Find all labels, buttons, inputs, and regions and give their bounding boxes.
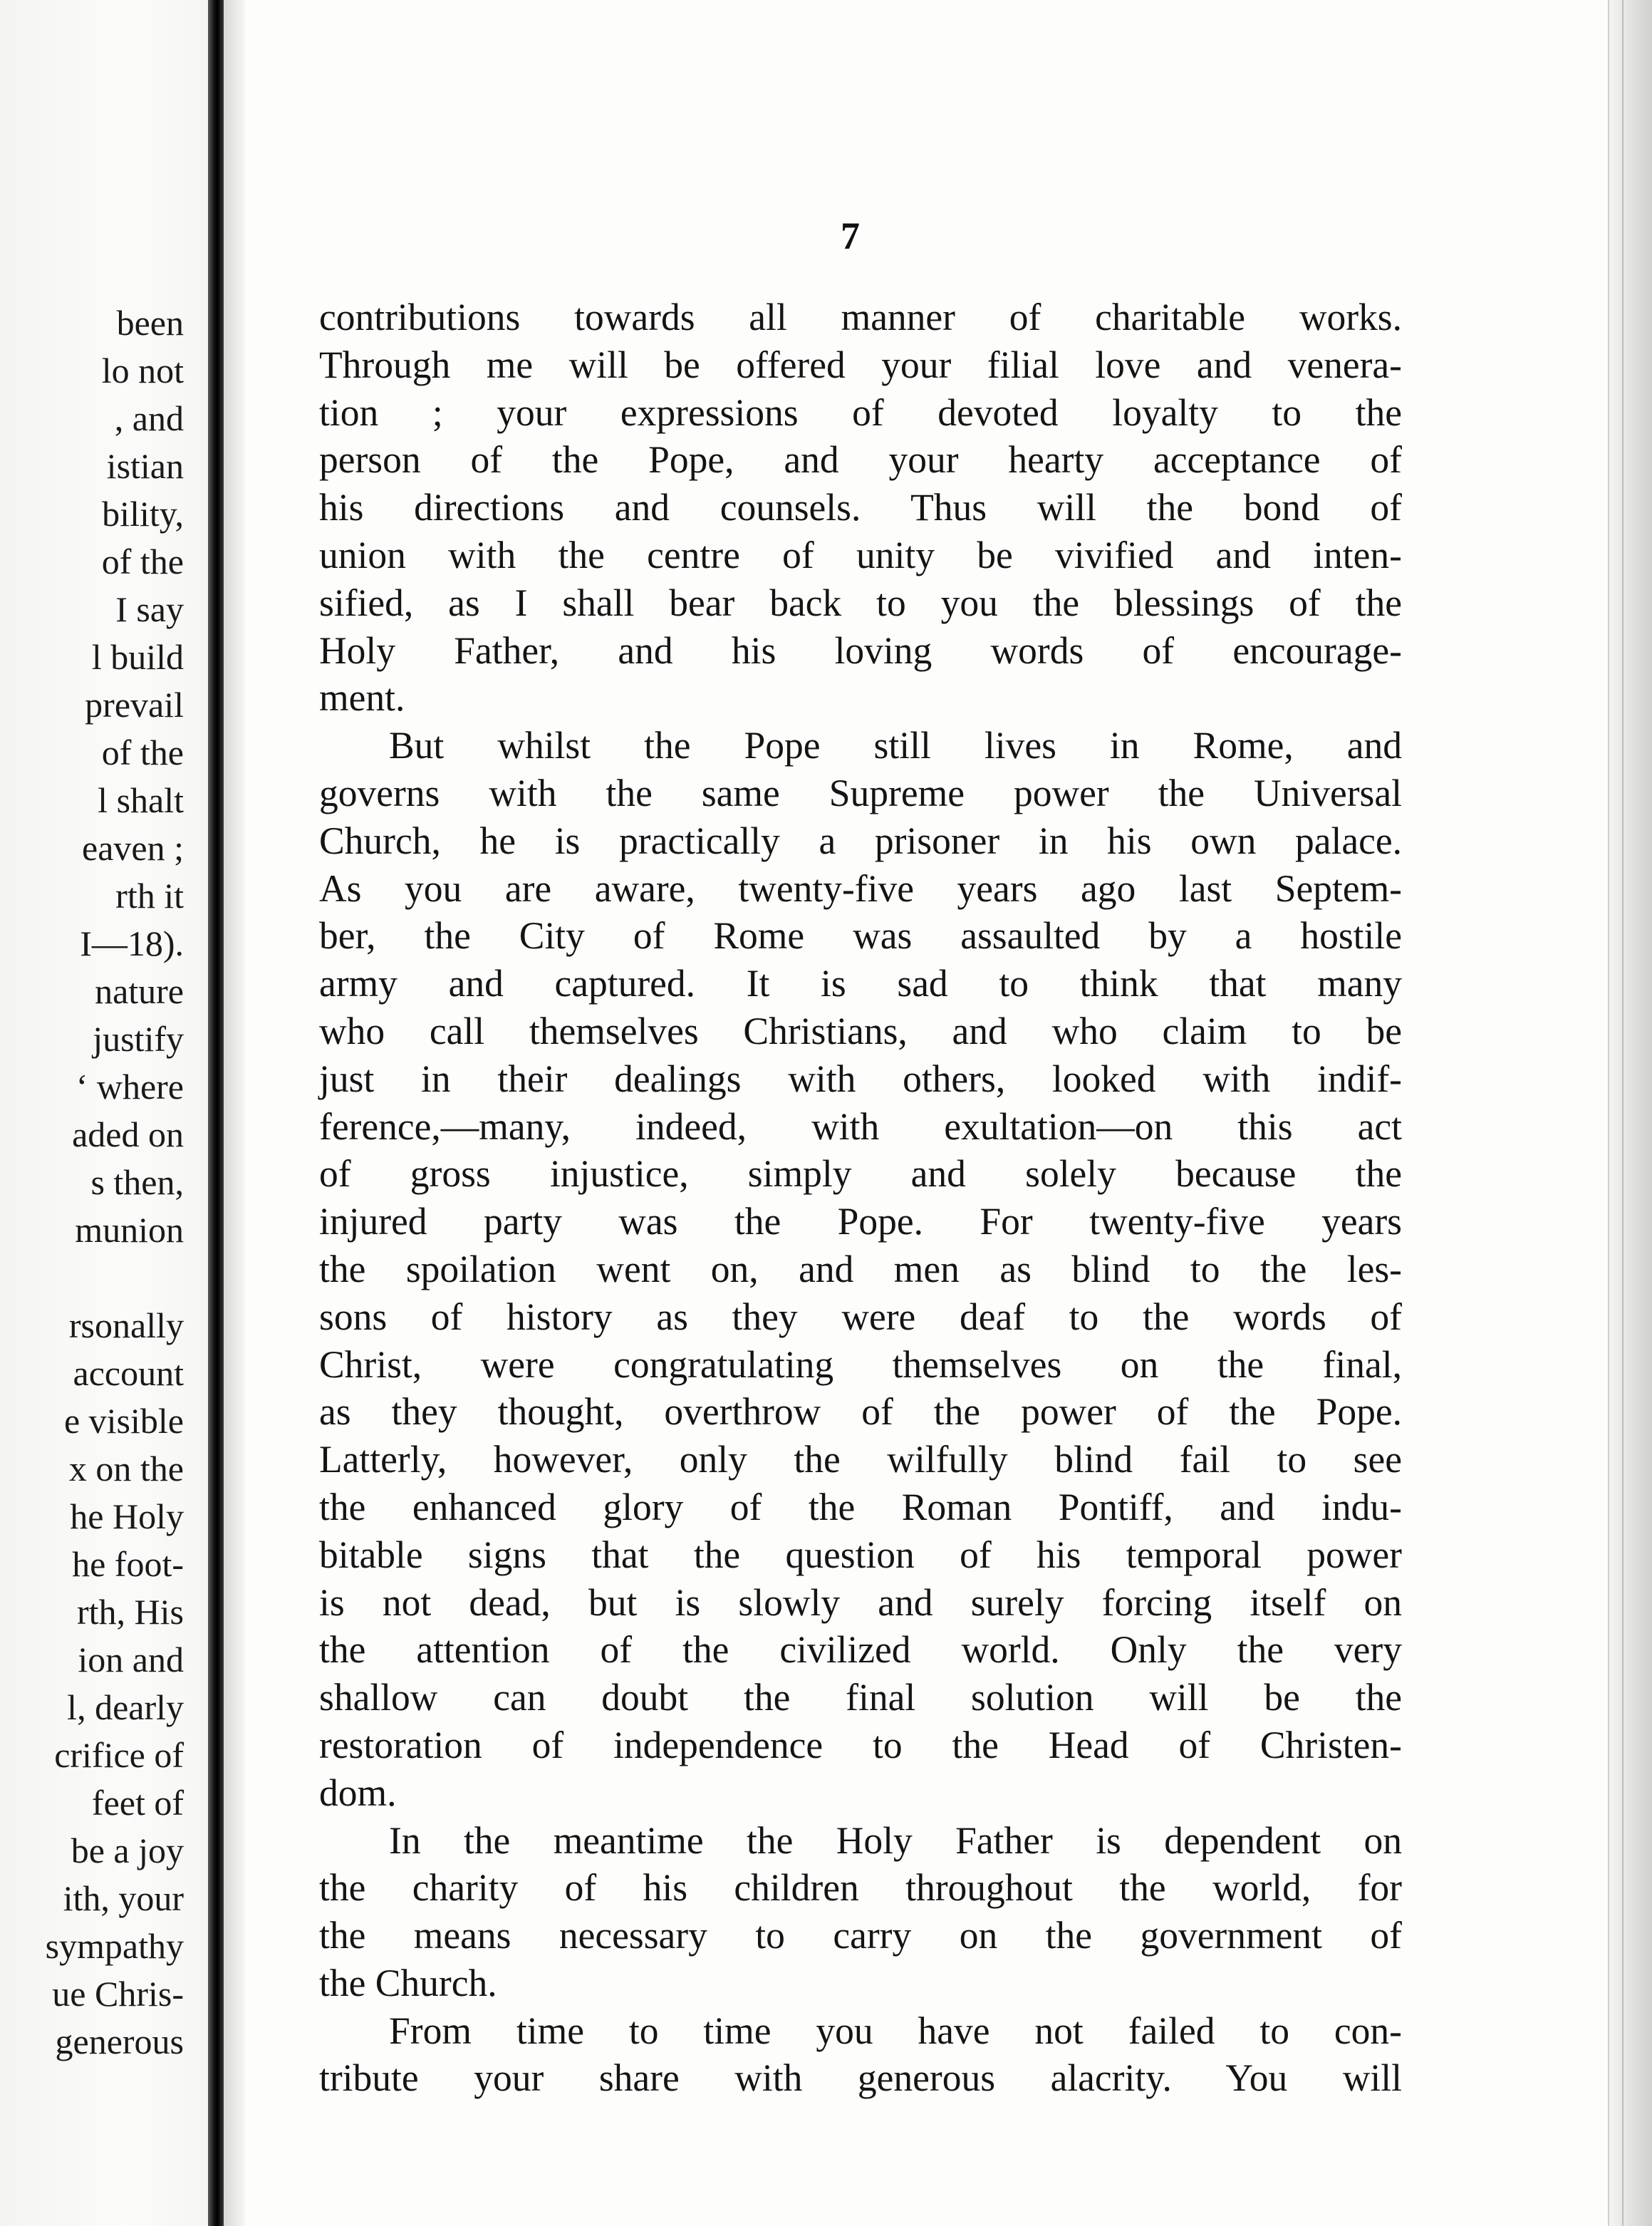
text-line: Christ, were congratulating themselves on the final, xyxy=(319,1342,1402,1386)
text-line: ference,—many, indeed, with exultation—on this act xyxy=(319,1104,1402,1148)
facing-page-line: justify xyxy=(93,1019,184,1059)
facing-page-line: sympathy xyxy=(45,1926,184,1966)
facing-page-line: l shalt xyxy=(98,780,184,820)
text-line: who call themselves Christians, and who claim to be xyxy=(319,1009,1402,1052)
facing-page-line: he foot- xyxy=(72,1544,184,1584)
text-line: ment. xyxy=(319,676,405,720)
facing-page-line: e visible xyxy=(63,1401,184,1441)
facing-page-line: prevail xyxy=(85,685,184,725)
text-line: army and captured. It is sad to think that many xyxy=(319,962,1402,1005)
text-line: Through me will be offered your filial love and venera- xyxy=(319,343,1402,386)
text-line: In the meantime the Holy Father is dependent on xyxy=(389,1818,1402,1862)
facing-page-line: eaven ; xyxy=(82,828,184,868)
facing-page-line: l, dearly xyxy=(67,1687,184,1727)
facing-page-line: lo not xyxy=(101,351,184,390)
text-line: sified, as I shall bear back to you the blessings of the xyxy=(319,581,1402,624)
facing-page-line: ith, your xyxy=(63,1878,184,1918)
facing-page-line: nature xyxy=(95,971,184,1011)
text-line: tribute your share with generous alacrity. You will xyxy=(319,2056,1402,2100)
facing-page-line: of the xyxy=(101,542,184,581)
text-line: sons of history as they were deaf to the words of xyxy=(319,1295,1402,1338)
facing-page-line: feet of xyxy=(91,1783,184,1823)
facing-page-line: generous xyxy=(55,2021,184,2061)
text-line: injured party was the Pope. For twenty-five years xyxy=(319,1200,1402,1243)
facing-page-line: l build xyxy=(91,637,184,677)
text-line: From time to time you have not failed to con- xyxy=(389,2009,1402,2052)
page-number: 7 xyxy=(841,214,860,257)
facing-page-text xyxy=(0,299,208,2066)
facing-page-line: bility, xyxy=(102,494,184,534)
book-gutter xyxy=(208,0,224,2226)
text-line: ber, the City of Rome was assaulted by a hostile xyxy=(319,914,1402,958)
text-line: union with the centre of unity be vivified and inten- xyxy=(319,533,1402,576)
facing-page-line: ue Chris- xyxy=(52,1974,184,2014)
text-line: as they thought, overthrow of the power of the Pope. xyxy=(319,1390,1402,1434)
facing-page-line: be a joy xyxy=(71,1831,184,1870)
facing-page-line: crifice of xyxy=(54,1735,184,1775)
text-line: the attention of the civilized world. Only the very xyxy=(319,1628,1402,1672)
facing-page-line: rth, His xyxy=(77,1592,184,1632)
text-line: governs with the same Supreme power the Universal xyxy=(319,771,1402,814)
text-line: But whilst the Pope still lives in Rome, and xyxy=(389,724,1402,767)
text-line: Latterly, however, only the wilfully blind fail to see xyxy=(319,1438,1402,1481)
text-line: the enhanced glory of the Roman Pontiff, and indu- xyxy=(319,1485,1402,1528)
facing-page-line: munion xyxy=(75,1210,184,1250)
facing-page-line: been xyxy=(116,303,184,343)
text-line: just in their dealings with others, looked with indif- xyxy=(319,1057,1402,1100)
text-line: his directions and counsels. Thus will the bond of xyxy=(319,486,1402,529)
facing-page xyxy=(0,0,208,2226)
facing-page-line: I say xyxy=(115,589,184,629)
page-body-text xyxy=(319,294,1402,2102)
text-line: As you are aware, twenty-five years ago last Septem- xyxy=(319,866,1402,910)
text-line: is not dead, but is slowly and surely forcing itself on xyxy=(319,1580,1402,1624)
facing-page-line: he Holy xyxy=(70,1496,184,1536)
facing-page-line: rsonally xyxy=(68,1305,184,1345)
text-line: contributions towards all manner of charitable works. xyxy=(319,296,1402,338)
facing-page-line xyxy=(0,1254,208,1302)
text-line: the means necessary to carry on the government of xyxy=(319,1914,1402,1957)
facing-page-line: rth it xyxy=(115,876,184,916)
text-line: bitable signs that the question of his temporal power xyxy=(319,1533,1402,1576)
text-line: person of the Pope, and your hearty acceptance of xyxy=(319,438,1402,482)
facing-page-line: ‘ where xyxy=(76,1067,184,1107)
facing-page-line: x on the xyxy=(68,1449,184,1489)
gutter-shadow xyxy=(224,0,245,2226)
text-line: shallow can doubt the final solution will be the xyxy=(319,1676,1402,1719)
text-line: restoration of independence to the Head of Christen- xyxy=(319,1723,1402,1766)
facing-page-line: account xyxy=(73,1353,184,1393)
page-edge xyxy=(1608,0,1652,2226)
page-edge-line xyxy=(1622,0,1624,2226)
facing-page-line: ion and xyxy=(78,1640,184,1679)
facing-page-line: , and xyxy=(114,398,184,438)
text-line: the spoilation went on, and men as blind to the les- xyxy=(319,1247,1402,1290)
text-line: the Church. xyxy=(319,1961,497,2004)
text-line: of gross injustice, simply and solely because the xyxy=(319,1152,1402,1196)
text-line: dom. xyxy=(319,1771,397,1814)
facing-page-line: of the xyxy=(101,732,184,772)
facing-page-line: istian xyxy=(106,446,184,486)
text-line: the charity of his children throughout the world, for xyxy=(319,1866,1402,1910)
text-line: tion ; your expressions of devoted loyalty to the xyxy=(319,390,1402,434)
facing-page-line: I—18). xyxy=(80,923,184,963)
text-line: Church, he is practically a prisoner in his own palace. xyxy=(319,819,1402,862)
facing-page-line: aded on xyxy=(72,1114,184,1154)
text-line: Holy Father, and his loving words of encourage- xyxy=(319,628,1402,672)
facing-page-line: s then, xyxy=(90,1162,184,1202)
